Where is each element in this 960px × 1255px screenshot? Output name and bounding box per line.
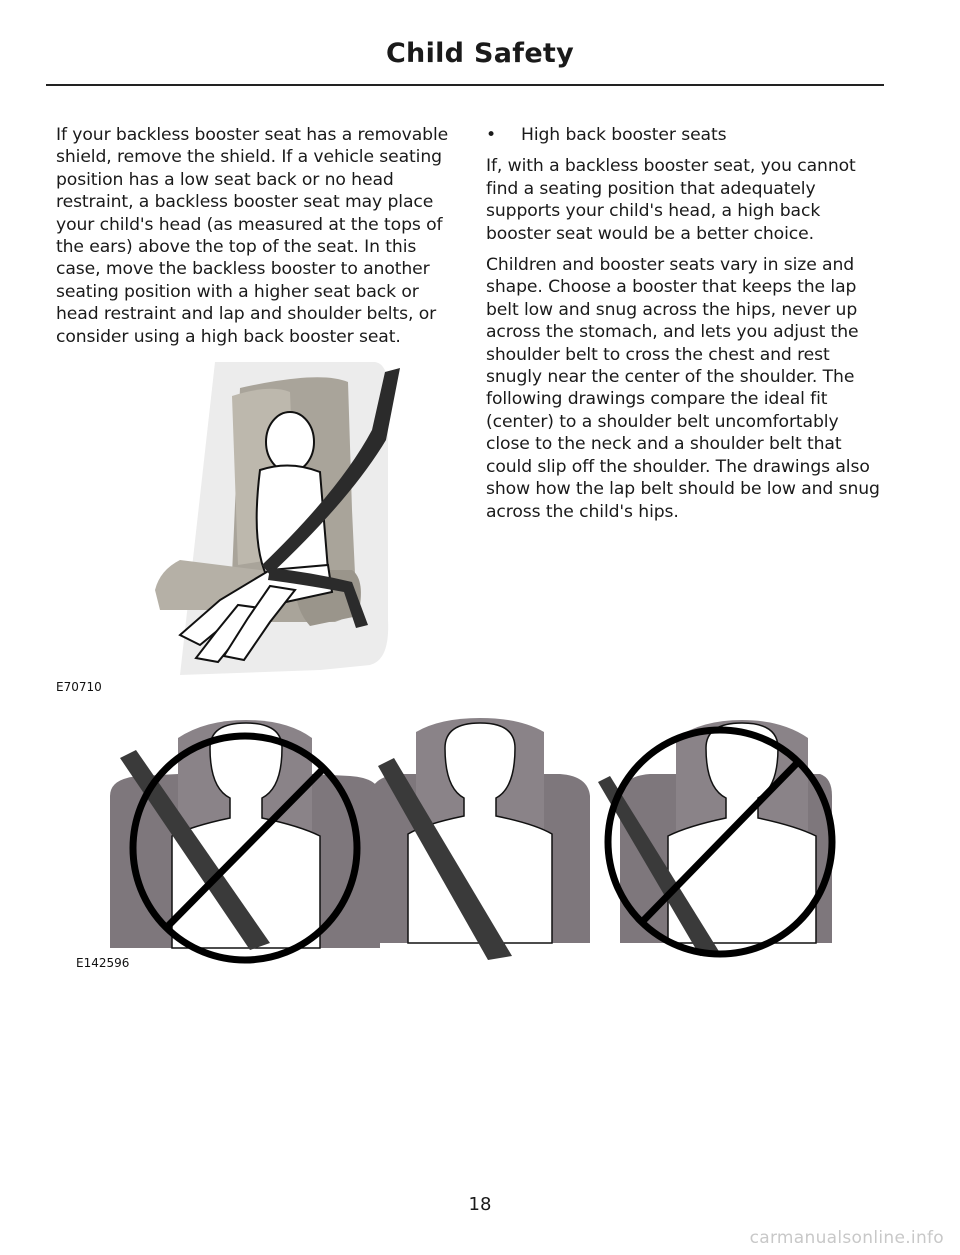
belt-too-close-to-neck-panel	[110, 720, 380, 960]
left-column	[56, 124, 451, 357]
watermark: carmanualsonline.info	[749, 1228, 944, 1248]
figure-caption-e70710: E70710	[56, 680, 102, 694]
header-divider	[46, 84, 884, 86]
bullet-item	[486, 124, 886, 146]
belt-fit-comparison-illustration	[80, 718, 840, 968]
figure-caption-e142596: E142596	[76, 956, 130, 970]
correct-belt-fit-panel	[370, 718, 590, 960]
page-title: Child Safety	[385, 38, 575, 69]
bullet-mark: •	[486, 125, 497, 145]
right-paragraph-2: Children and booster seats vary in size and shape. Choose a booster that keeps the lap belt low and snug across the hips, never up across the stomach, and lets you adjust the shoulder belt to cross the chest and rest snugly near the center of the shoulder. The following drawings compare the ideal fit (center) to a shoulder belt uncomfortably close to the neck and a shoulder belt that could slip off the shoulder. The drawings also show how the lap belt should be low and snug across the child's hips.	[486, 255, 880, 522]
bullet-text: High back booster seats	[521, 125, 727, 145]
right-paragraph-1: If, with a backless booster seat, you cannot find a seating position that adequately supports your child's head, a high back booster seat would be a better choice.	[486, 156, 856, 244]
belt-slipping-off-shoulder-panel	[598, 720, 832, 956]
right-column	[486, 124, 886, 532]
booster-seat-illustration	[120, 360, 420, 690]
left-paragraph: If your backless booster seat has a removable shield, remove the shield. If a vehicle seating position has a low seat back or no head restraint, a backless booster seat may place your child's head (as measured at the tops of the ears) above the top of the seat. In this case, move the backless booster to another seating position with a higher seat back or head restraint and lap and shoulder belts, or consider using a high back booster seat.	[56, 125, 449, 347]
page-number: 18	[468, 1194, 492, 1215]
